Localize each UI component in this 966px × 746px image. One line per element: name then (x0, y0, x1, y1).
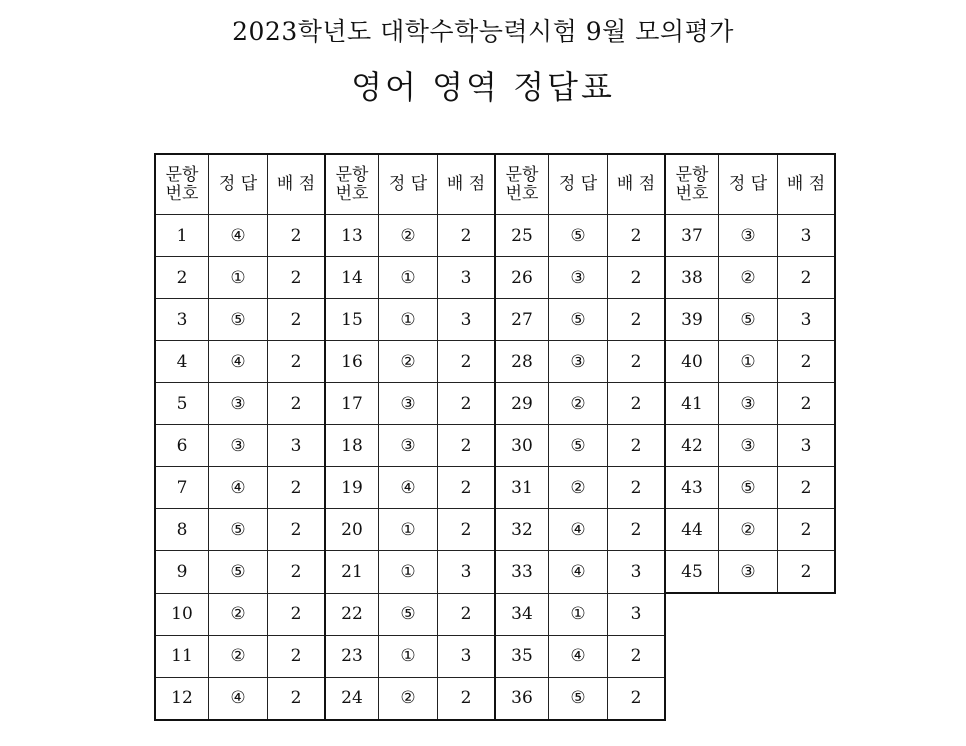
header-number-line2: 번호 (165, 183, 199, 204)
question-number: 24 (325, 677, 379, 720)
question-number: 34 (495, 593, 549, 635)
answer-cell: ⑤ (549, 299, 608, 341)
question-number: 32 (495, 509, 549, 551)
points-cell: 2 (438, 593, 496, 635)
answer-cell: ⑤ (719, 467, 778, 509)
question-number: 22 (325, 593, 379, 635)
answer-cell: ② (549, 467, 608, 509)
header-number-line1: 문항 (505, 164, 539, 185)
empty-cell (719, 593, 778, 635)
answer-cell: ③ (719, 425, 778, 467)
points-cell: 2 (438, 383, 496, 425)
points-cell: 2 (438, 341, 496, 383)
header-number (495, 154, 549, 215)
question-number: 28 (495, 341, 549, 383)
answer-cell: ④ (549, 551, 608, 594)
header-row (155, 154, 835, 215)
table-row (155, 299, 835, 341)
question-number: 23 (325, 635, 379, 677)
points-cell: 2 (608, 509, 666, 551)
question-number: 11 (155, 635, 209, 677)
points-cell: 2 (438, 215, 496, 257)
header-answer: 정 답 (719, 154, 778, 215)
question-number: 38 (665, 257, 719, 299)
answer-cell: ① (549, 593, 608, 635)
question-number: 5 (155, 383, 209, 425)
answer-key-title: 영어 영역 정답표 (351, 68, 615, 106)
answer-cell: ① (379, 299, 438, 341)
answer-cell: ⑤ (549, 677, 608, 720)
points-cell: 2 (778, 509, 836, 551)
header-number (325, 154, 379, 215)
header-points: 배 점 (438, 154, 496, 215)
points-cell: 2 (268, 509, 326, 551)
table-row (155, 551, 835, 594)
table-row (155, 467, 835, 509)
header-answer: 정 답 (379, 154, 438, 215)
points-cell: 2 (268, 257, 326, 299)
answer-cell: ① (719, 341, 778, 383)
header-answer: 정 답 (209, 154, 268, 215)
points-cell: 3 (438, 551, 496, 594)
table-row (155, 635, 835, 677)
question-number: 1 (155, 215, 209, 257)
answer-cell: ③ (719, 215, 778, 257)
question-number: 18 (325, 425, 379, 467)
empty-cell (778, 593, 836, 635)
answer-cell: ④ (549, 509, 608, 551)
points-cell: 2 (268, 635, 326, 677)
header-number-line1: 문항 (675, 164, 709, 185)
question-number: 25 (495, 215, 549, 257)
table-row (155, 677, 835, 720)
question-number: 27 (495, 299, 549, 341)
points-cell: 2 (778, 467, 836, 509)
answer-cell: ① (379, 509, 438, 551)
answer-cell: ② (549, 383, 608, 425)
points-cell: 2 (438, 467, 496, 509)
header-answer: 정 답 (549, 154, 608, 215)
points-cell: 2 (268, 383, 326, 425)
answer-cell: ② (379, 215, 438, 257)
answer-cell: ② (719, 257, 778, 299)
answer-cell: ③ (719, 383, 778, 425)
points-cell: 2 (608, 341, 666, 383)
table-row (155, 509, 835, 551)
question-number: 26 (495, 257, 549, 299)
points-cell: 3 (438, 635, 496, 677)
answer-cell: ⑤ (209, 299, 268, 341)
points-cell: 2 (778, 257, 836, 299)
question-number: 29 (495, 383, 549, 425)
empty-cell (719, 635, 778, 677)
answer-cell: ⑤ (379, 593, 438, 635)
answer-cell: ② (209, 593, 268, 635)
points-cell: 3 (438, 299, 496, 341)
empty-cell (778, 635, 836, 677)
answer-cell: ② (209, 635, 268, 677)
question-number: 36 (495, 677, 549, 720)
answer-cell: ④ (379, 467, 438, 509)
header-number-line2: 번호 (505, 183, 539, 204)
points-cell: 3 (778, 215, 836, 257)
question-number: 7 (155, 467, 209, 509)
empty-cell (719, 677, 778, 720)
answer-cell: ③ (209, 383, 268, 425)
question-number: 19 (325, 467, 379, 509)
question-number: 4 (155, 341, 209, 383)
answer-cell: ④ (209, 467, 268, 509)
question-number: 14 (325, 257, 379, 299)
points-cell: 2 (608, 677, 666, 720)
points-cell: 2 (268, 593, 326, 635)
header-points: 배 점 (778, 154, 836, 215)
points-cell: 2 (268, 551, 326, 594)
points-cell: 2 (268, 215, 326, 257)
question-number: 35 (495, 635, 549, 677)
header-number (155, 154, 209, 215)
points-cell: 2 (268, 299, 326, 341)
question-number: 10 (155, 593, 209, 635)
question-number: 33 (495, 551, 549, 594)
table-row (155, 425, 835, 467)
answer-cell: ② (719, 509, 778, 551)
question-number: 30 (495, 425, 549, 467)
question-number: 43 (665, 467, 719, 509)
answer-cell: ③ (549, 341, 608, 383)
answer-cell: ② (379, 341, 438, 383)
answer-cell: ④ (549, 635, 608, 677)
question-number: 13 (325, 215, 379, 257)
answer-cell: ③ (379, 425, 438, 467)
points-cell: 2 (268, 677, 326, 720)
answer-cell: ② (379, 677, 438, 720)
question-number: 42 (665, 425, 719, 467)
points-cell: 2 (608, 383, 666, 425)
table-row (155, 593, 835, 635)
points-cell: 2 (608, 635, 666, 677)
question-number: 3 (155, 299, 209, 341)
question-number: 44 (665, 509, 719, 551)
header-number-line2: 번호 (335, 183, 369, 204)
answer-cell: ⑤ (549, 215, 608, 257)
answer-cell: ④ (209, 215, 268, 257)
question-number: 6 (155, 425, 209, 467)
points-cell: 2 (778, 341, 836, 383)
points-cell: 2 (608, 215, 666, 257)
answer-cell: ① (379, 551, 438, 594)
answer-cell: ⑤ (209, 509, 268, 551)
question-number: 17 (325, 383, 379, 425)
question-number: 20 (325, 509, 379, 551)
header-number-line2: 번호 (675, 183, 709, 204)
header-number (665, 154, 719, 215)
answer-cell: ⑤ (209, 551, 268, 594)
answer-cell: ④ (209, 341, 268, 383)
table-row (155, 383, 835, 425)
points-cell: 3 (778, 299, 836, 341)
points-cell: 2 (608, 257, 666, 299)
points-cell: 3 (268, 425, 326, 467)
points-cell: 2 (438, 677, 496, 720)
header-points: 배 점 (608, 154, 666, 215)
question-number: 31 (495, 467, 549, 509)
header-points: 배 점 (268, 154, 326, 215)
question-number: 39 (665, 299, 719, 341)
points-cell: 2 (438, 425, 496, 467)
points-cell: 3 (438, 257, 496, 299)
question-number: 40 (665, 341, 719, 383)
answer-cell: ① (379, 257, 438, 299)
points-cell: 2 (608, 467, 666, 509)
question-number: 8 (155, 509, 209, 551)
answer-cell: ① (379, 635, 438, 677)
points-cell: 3 (778, 425, 836, 467)
answer-cell: ③ (719, 551, 778, 594)
question-number: 12 (155, 677, 209, 720)
empty-cell (665, 677, 719, 720)
question-number: 45 (665, 551, 719, 594)
header-number-line1: 문항 (335, 164, 369, 185)
table-row (155, 341, 835, 383)
empty-cell (665, 593, 719, 635)
points-cell: 2 (608, 299, 666, 341)
answer-cell: ⑤ (549, 425, 608, 467)
exam-title: 2023학년도 대학수학능력시험 9월 모의평가 (232, 17, 734, 46)
empty-cell (778, 677, 836, 720)
empty-cell (665, 635, 719, 677)
points-cell: 2 (778, 551, 836, 594)
points-cell: 2 (608, 425, 666, 467)
question-number: 41 (665, 383, 719, 425)
answer-cell: ① (209, 257, 268, 299)
table-row (155, 257, 835, 299)
answer-cell: ④ (209, 677, 268, 720)
question-number: 15 (325, 299, 379, 341)
answer-cell: ③ (379, 383, 438, 425)
question-number: 2 (155, 257, 209, 299)
header-number-line1: 문항 (165, 164, 199, 185)
table-row (155, 215, 835, 257)
answer-cell: ③ (549, 257, 608, 299)
answer-cell: ⑤ (719, 299, 778, 341)
question-number: 37 (665, 215, 719, 257)
points-cell: 3 (608, 593, 666, 635)
points-cell: 2 (778, 383, 836, 425)
points-cell: 3 (608, 551, 666, 594)
question-number: 21 (325, 551, 379, 594)
question-number: 9 (155, 551, 209, 594)
points-cell: 2 (268, 467, 326, 509)
points-cell: 2 (268, 341, 326, 383)
answer-cell: ③ (209, 425, 268, 467)
answer-table (154, 153, 836, 721)
question-number: 16 (325, 341, 379, 383)
points-cell: 2 (438, 509, 496, 551)
